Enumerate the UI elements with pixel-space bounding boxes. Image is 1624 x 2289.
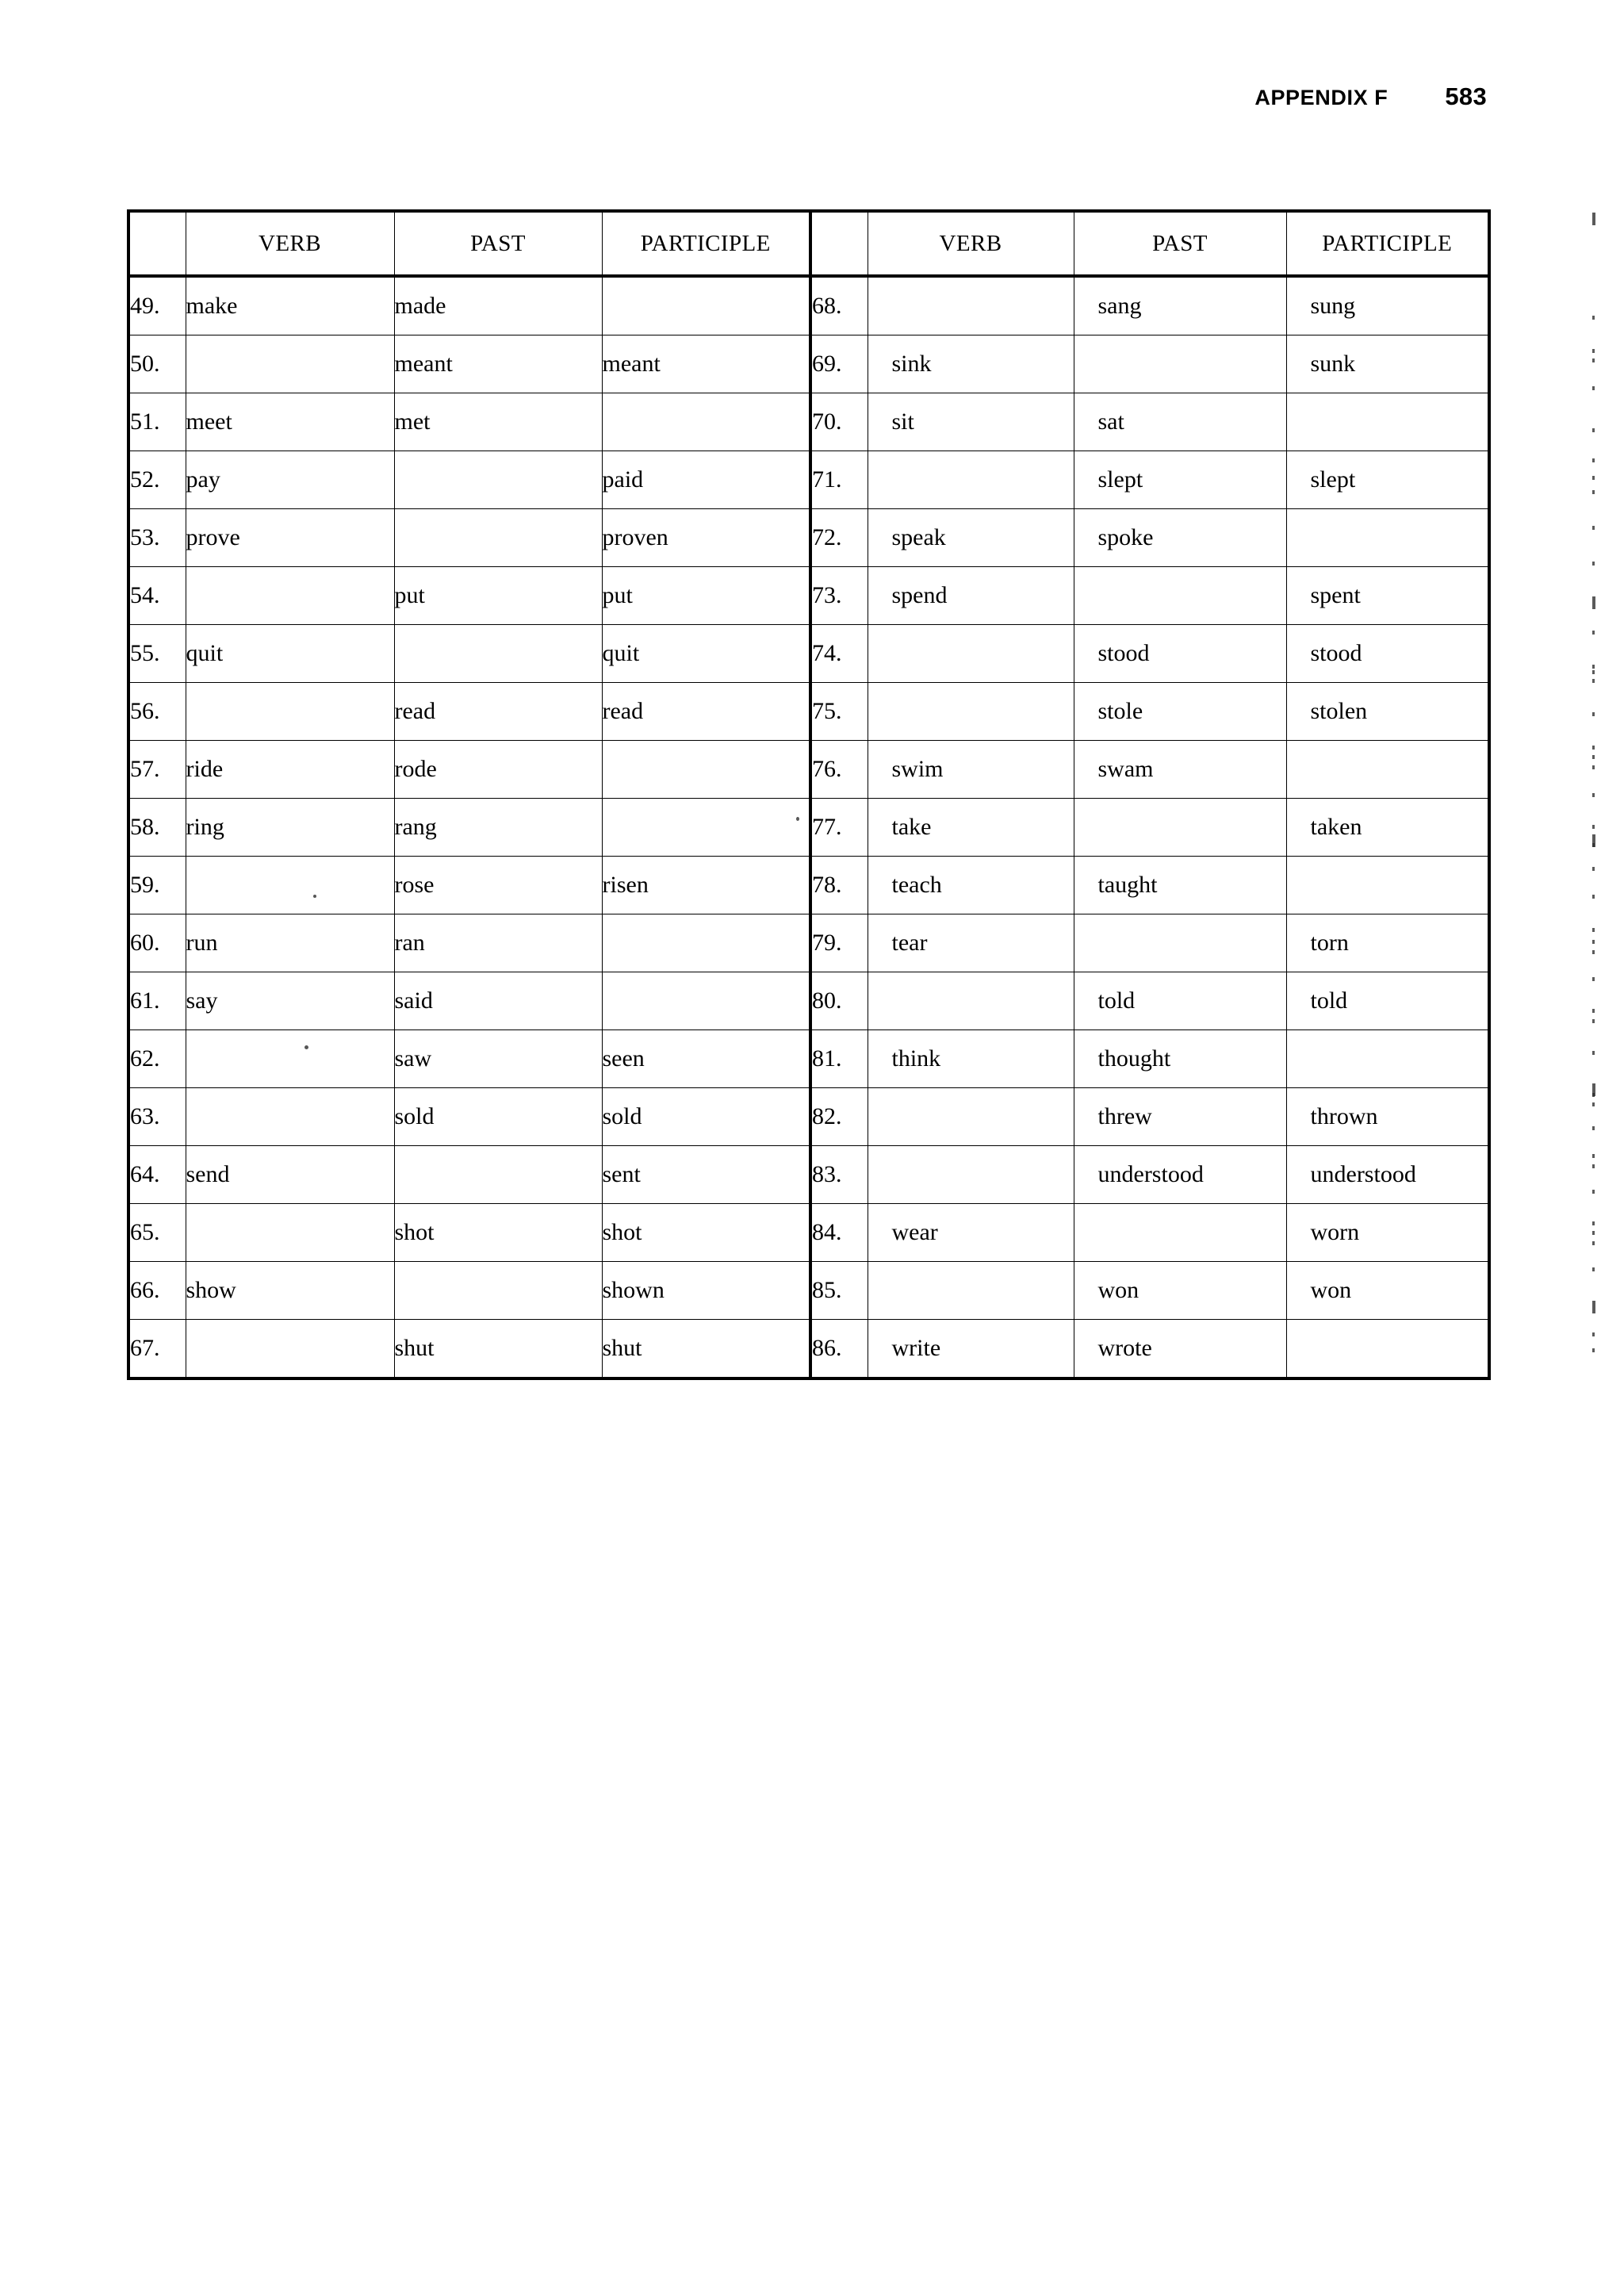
scan-speckle <box>1592 1241 1595 1245</box>
cell-verb-left[interactable]: send <box>186 1146 394 1204</box>
cell-participle-right[interactable] <box>1286 1320 1489 1379</box>
table-row <box>128 1320 1489 1379</box>
table-header <box>128 211 1489 276</box>
cell-participle-right[interactable]: stolen <box>1286 683 1489 741</box>
cell-verb-left[interactable]: pay <box>186 451 394 509</box>
row-number-left: 57. <box>128 741 186 799</box>
cell-participle-left[interactable]: shut <box>602 1320 810 1379</box>
column-header-number-left <box>128 211 186 276</box>
scan-speckle <box>1592 562 1595 566</box>
cell-participle-right[interactable]: sunk <box>1286 335 1489 393</box>
table-row <box>128 1030 1489 1088</box>
cell-past-left[interactable] <box>394 1262 602 1320</box>
cell-past-right[interactable]: spoke <box>1074 509 1286 567</box>
column-header-participle-left: PARTICIPLE <box>602 211 810 276</box>
cell-verb-left[interactable] <box>186 857 394 914</box>
cell-verb-right[interactable] <box>868 683 1074 741</box>
cell-verb-right[interactable] <box>868 1088 1074 1146</box>
cell-past-right[interactable]: stole <box>1074 683 1286 741</box>
scan-speckle <box>1592 867 1595 871</box>
row-number-left: 55. <box>128 625 186 683</box>
column-header-number-right <box>810 211 868 276</box>
cell-past-left[interactable]: saw <box>394 1030 602 1088</box>
row-number-left: 52. <box>128 451 186 509</box>
cell-past-right[interactable]: threw <box>1074 1088 1286 1146</box>
cell-past-left[interactable]: shut <box>394 1320 602 1379</box>
row-number-right: 74. <box>810 625 868 683</box>
scan-speckle <box>1592 1126 1595 1130</box>
cell-participle-right[interactable] <box>1286 741 1489 799</box>
scan-speckle <box>1592 1301 1595 1313</box>
scan-speckle <box>1592 928 1595 932</box>
table-row <box>128 1204 1489 1262</box>
row-number-right: 79. <box>810 914 868 972</box>
row-number-left: 60. <box>128 914 186 972</box>
scan-speckle <box>1592 458 1595 462</box>
row-number-right: 75. <box>810 683 868 741</box>
cell-participle-left[interactable]: sent <box>602 1146 810 1204</box>
scan-speckle <box>313 895 316 898</box>
cell-past-right[interactable] <box>1074 567 1286 625</box>
scan-speckle <box>1592 1221 1595 1225</box>
scan-speckle <box>1592 1093 1595 1097</box>
cell-verb-right[interactable] <box>868 1262 1074 1320</box>
cell-participle-left[interactable] <box>602 972 810 1030</box>
row-number-left: 59. <box>128 857 186 914</box>
scan-speckle <box>304 1045 308 1049</box>
scan-speckle <box>1592 765 1595 769</box>
cell-participle-left[interactable]: seen <box>602 1030 810 1088</box>
scan-speckle <box>1592 476 1595 480</box>
row-number-left: 67. <box>128 1320 186 1379</box>
irregular-verbs-table <box>127 209 1491 1380</box>
table-row <box>128 451 1489 509</box>
cell-participle-right[interactable]: won <box>1286 1262 1489 1320</box>
table-row <box>128 393 1489 451</box>
cell-verb-right[interactable]: teach <box>868 857 1074 914</box>
scan-speckle <box>1592 712 1595 716</box>
scan-speckle <box>1592 1102 1595 1106</box>
cell-participle-left[interactable]: shown <box>602 1262 810 1320</box>
page-header <box>1254 82 1487 111</box>
cell-verb-right[interactable] <box>868 972 1074 1030</box>
cell-verb-left[interactable]: show <box>186 1262 394 1320</box>
cell-past-right[interactable] <box>1074 1204 1286 1262</box>
scan-speckle <box>1592 386 1595 390</box>
cell-participle-left[interactable]: paid <box>602 451 810 509</box>
scan-speckle <box>1592 631 1595 635</box>
row-number-right: 82. <box>810 1088 868 1146</box>
cell-participle-right[interactable]: stood <box>1286 625 1489 683</box>
scan-speckle <box>1592 526 1595 530</box>
cell-past-left[interactable]: rose <box>394 857 602 914</box>
row-number-right: 78. <box>810 857 868 914</box>
cell-past-right[interactable]: won <box>1074 1262 1286 1320</box>
appendix-label: APPENDIX F <box>1254 86 1388 109</box>
cell-verb-left[interactable]: say <box>186 972 394 1030</box>
scan-speckle <box>1592 1332 1595 1336</box>
row-number-left: 62. <box>128 1030 186 1088</box>
cell-past-left[interactable] <box>394 451 602 509</box>
table-row <box>128 509 1489 567</box>
cell-participle-left[interactable]: meant <box>602 335 810 393</box>
cell-verb-right[interactable]: sink <box>868 335 1074 393</box>
scan-speckle <box>1592 1154 1595 1158</box>
scan-speckle <box>1592 843 1595 847</box>
cell-past-left[interactable] <box>394 625 602 683</box>
table-row <box>128 567 1489 625</box>
row-number-right: 68. <box>810 276 868 335</box>
table-row <box>128 857 1489 914</box>
cell-past-left[interactable]: read <box>394 683 602 741</box>
cell-participle-right[interactable] <box>1286 857 1489 914</box>
table-row <box>128 741 1489 799</box>
cell-participle-left[interactable]: sold <box>602 1088 810 1146</box>
table-row <box>128 799 1489 857</box>
row-number-right: 71. <box>810 451 868 509</box>
cell-verb-right[interactable]: take <box>868 799 1074 857</box>
cell-participle-left[interactable]: shot <box>602 1204 810 1262</box>
header-row <box>128 211 1489 276</box>
row-number-right: 83. <box>810 1146 868 1204</box>
cell-participle-left[interactable]: put <box>602 567 810 625</box>
scan-speckle <box>1592 316 1595 320</box>
cell-verb-right[interactable]: spend <box>868 567 1074 625</box>
cell-verb-left[interactable] <box>186 1204 394 1262</box>
row-number-right: 84. <box>810 1204 868 1262</box>
row-number-right: 85. <box>810 1262 868 1320</box>
cell-past-right[interactable] <box>1074 914 1286 972</box>
cell-participle-left[interactable]: risen <box>602 857 810 914</box>
cell-past-right[interactable]: understood <box>1074 1146 1286 1204</box>
cell-participle-right[interactable]: slept <box>1286 451 1489 509</box>
cell-past-left[interactable]: meant <box>394 335 602 393</box>
cell-past-left[interactable]: met <box>394 393 602 451</box>
cell-past-left[interactable]: shot <box>394 1204 602 1262</box>
row-number-left: 64. <box>128 1146 186 1204</box>
cell-verb-right[interactable]: swim <box>868 741 1074 799</box>
irregular-verbs-table-wrap <box>127 209 1488 1380</box>
column-header-verb-right: VERB <box>868 211 1074 276</box>
cell-past-right[interactable]: slept <box>1074 451 1286 509</box>
scan-speckle <box>1592 1051 1595 1055</box>
scan-speckle <box>1592 895 1595 899</box>
cell-participle-left[interactable] <box>602 914 810 972</box>
scan-speckle <box>1592 1009 1595 1013</box>
cell-verb-left[interactable] <box>186 1030 394 1088</box>
cell-verb-left[interactable]: make <box>186 276 394 335</box>
row-number-right: 81. <box>810 1030 868 1088</box>
cell-past-right[interactable] <box>1074 335 1286 393</box>
cell-past-right[interactable]: swam <box>1074 741 1286 799</box>
row-number-right: 76. <box>810 741 868 799</box>
row-number-left: 61. <box>128 972 186 1030</box>
row-number-left: 50. <box>128 335 186 393</box>
cell-participle-right[interactable] <box>1286 509 1489 567</box>
cell-verb-left[interactable]: prove <box>186 509 394 567</box>
cell-past-left[interactable] <box>394 509 602 567</box>
table-row <box>128 914 1489 972</box>
scan-speckle <box>1592 679 1595 683</box>
cell-participle-right[interactable]: told <box>1286 972 1489 1030</box>
table-row <box>128 625 1489 683</box>
row-number-left: 53. <box>128 509 186 567</box>
cell-verb-right[interactable] <box>868 276 1074 335</box>
row-number-right: 80. <box>810 972 868 1030</box>
cell-past-right[interactable]: wrote <box>1074 1320 1286 1379</box>
cell-past-right[interactable]: stood <box>1074 625 1286 683</box>
cell-past-left[interactable]: sold <box>394 1088 602 1146</box>
cell-past-right[interactable]: taught <box>1074 857 1286 914</box>
cell-participle-right[interactable]: torn <box>1286 914 1489 972</box>
scan-speckle <box>1592 1231 1595 1235</box>
cell-past-right[interactable]: thought <box>1074 1030 1286 1088</box>
row-number-left: 51. <box>128 393 186 451</box>
row-number-right: 73. <box>810 567 868 625</box>
cell-participle-left[interactable] <box>602 393 810 451</box>
cell-participle-left[interactable]: read <box>602 683 810 741</box>
cell-participle-left[interactable] <box>602 276 810 335</box>
page-number: 583 <box>1445 82 1487 110</box>
cell-verb-right[interactable] <box>868 451 1074 509</box>
row-number-right: 69. <box>810 335 868 393</box>
cell-verb-left[interactable]: ring <box>186 799 394 857</box>
cell-past-left[interactable] <box>394 1146 602 1204</box>
table-row <box>128 1146 1489 1204</box>
cell-verb-right[interactable]: speak <box>868 509 1074 567</box>
row-number-right: 70. <box>810 393 868 451</box>
row-number-left: 49. <box>128 276 186 335</box>
cell-past-left[interactable]: rang <box>394 799 602 857</box>
cell-past-left[interactable]: ran <box>394 914 602 972</box>
column-header-past-right: PAST <box>1074 211 1286 276</box>
cell-verb-right[interactable]: sit <box>868 393 1074 451</box>
row-number-left: 65. <box>128 1204 186 1262</box>
table-row <box>128 335 1489 393</box>
table-row <box>128 1088 1489 1146</box>
cell-participle-right[interactable]: taken <box>1286 799 1489 857</box>
row-number-left: 63. <box>128 1088 186 1146</box>
scan-speckle <box>1592 490 1595 494</box>
cell-verb-left[interactable]: ride <box>186 741 394 799</box>
cell-past-right[interactable]: told <box>1074 972 1286 1030</box>
column-header-participle-right: PARTICIPLE <box>1286 211 1489 276</box>
scan-speckle <box>1592 596 1595 609</box>
cell-participle-right[interactable] <box>1286 393 1489 451</box>
scan-speckle <box>1592 977 1595 981</box>
cell-participle-right[interactable] <box>1286 1030 1489 1088</box>
cell-participle-left[interactable]: quit <box>602 625 810 683</box>
column-header-verb-left: VERB <box>186 211 394 276</box>
cell-past-left[interactable]: said <box>394 972 602 1030</box>
scan-speckle <box>1592 746 1595 750</box>
cell-verb-left[interactable]: meet <box>186 393 394 451</box>
scan-speckle <box>1592 950 1595 954</box>
cell-past-right[interactable]: sang <box>1074 276 1286 335</box>
cell-participle-right[interactable]: thrown <box>1286 1088 1489 1146</box>
scan-speckle <box>1592 665 1595 669</box>
column-header-past-left: PAST <box>394 211 602 276</box>
scan-speckle <box>1592 358 1595 362</box>
row-number-left: 54. <box>128 567 186 625</box>
cell-verb-left[interactable] <box>186 1320 394 1379</box>
row-number-right: 72. <box>810 509 868 567</box>
cell-participle-right[interactable]: spent <box>1286 567 1489 625</box>
row-number-left: 58. <box>128 799 186 857</box>
table-row <box>128 1262 1489 1320</box>
cell-participle-right[interactable]: worn <box>1286 1204 1489 1262</box>
cell-verb-right[interactable]: write <box>868 1320 1074 1379</box>
cell-verb-right[interactable]: wear <box>868 1204 1074 1262</box>
scan-speckle <box>1592 1267 1595 1271</box>
cell-verb-right[interactable]: tear <box>868 914 1074 972</box>
cell-past-left[interactable]: made <box>394 276 602 335</box>
scan-speckle <box>1592 940 1595 944</box>
cell-verb-left[interactable]: run <box>186 914 394 972</box>
cell-verb-left[interactable] <box>186 683 394 741</box>
table-row <box>128 972 1489 1030</box>
table-body <box>128 276 1489 1378</box>
scan-speckle <box>796 817 799 821</box>
cell-verb-left[interactable] <box>186 567 394 625</box>
row-number-right: 86. <box>810 1320 868 1379</box>
cell-past-right[interactable] <box>1074 799 1286 857</box>
scan-speckle <box>1592 670 1595 674</box>
row-number-left: 66. <box>128 1262 186 1320</box>
cell-participle-left[interactable]: proven <box>602 509 810 567</box>
cell-verb-left[interactable] <box>186 335 394 393</box>
cell-past-left[interactable]: put <box>394 567 602 625</box>
cell-verb-right[interactable] <box>868 625 1074 683</box>
scan-speckle <box>1592 1348 1595 1352</box>
scan-speckle <box>1592 825 1595 829</box>
scan-speckle <box>1592 793 1595 797</box>
cell-verb-left[interactable]: quit <box>186 625 394 683</box>
scan-speckle <box>1592 213 1595 225</box>
table-row <box>128 683 1489 741</box>
cell-verb-left[interactable] <box>186 1088 394 1146</box>
scan-speckle <box>1592 1019 1595 1023</box>
row-number-right: 77. <box>810 799 868 857</box>
cell-participle-left[interactable] <box>602 741 810 799</box>
scan-speckle <box>1592 1190 1595 1194</box>
cell-verb-right[interactable] <box>868 1146 1074 1204</box>
row-number-left: 56. <box>128 683 186 741</box>
scan-speckle <box>1592 1164 1595 1168</box>
cell-past-right[interactable]: sat <box>1074 393 1286 451</box>
cell-past-left[interactable]: rode <box>394 741 602 799</box>
cell-participle-left[interactable] <box>602 799 810 857</box>
cell-participle-right[interactable]: understood <box>1286 1146 1489 1204</box>
scan-speckle <box>1592 755 1595 759</box>
scan-speckle <box>1592 428 1595 432</box>
scan-speckle <box>1592 349 1595 353</box>
table-row <box>128 276 1489 335</box>
cell-verb-right[interactable]: think <box>868 1030 1074 1088</box>
cell-participle-right[interactable]: sung <box>1286 276 1489 335</box>
